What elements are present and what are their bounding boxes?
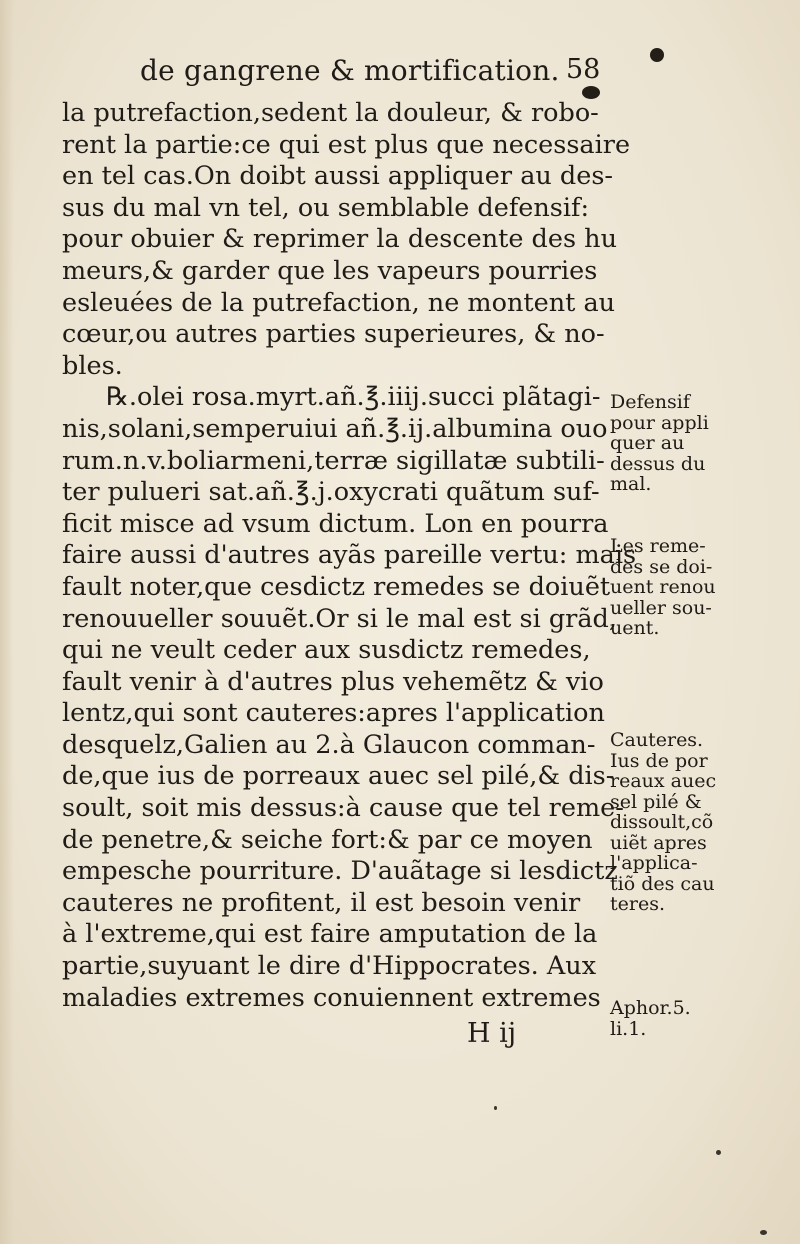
note-line: sel pilé & (610, 790, 702, 813)
text-line: lentz,qui sont cauteres:apres l'application (62, 698, 605, 729)
note-line: uent renou (610, 576, 716, 598)
note-line: uent. (610, 617, 660, 639)
note-line: teres. (610, 893, 665, 915)
note-line: mal. (610, 473, 652, 495)
text-line: ter pulueri sat.añ.℥.j.oxycrati quãtum suf- (62, 477, 600, 508)
text-line: meurs,& garder que les vapeurs pourries (62, 255, 598, 286)
page-edge-shadow (0, 0, 14, 1244)
note-line: dissoult,cõ (610, 811, 714, 833)
note-line: quer au (610, 432, 685, 454)
text-line: qui ne veult ceder aux susdictz remedes, (62, 635, 591, 666)
text-line: fault venir à d'autres plus vehemẽtz & vio (62, 666, 604, 697)
note-line: reaux auec (610, 770, 717, 792)
running-title: de gangrene & mortification. (140, 54, 560, 87)
text-line: la putrefaction,sedent la douleur, & robo- (62, 98, 599, 128)
note-line: Ius de por (610, 749, 708, 772)
text-line: cœur,ou autres parties superieures, & no- (62, 319, 605, 350)
text-line: partie,suyuant le dire d'Hippocrates. Aux (62, 951, 597, 982)
note-line: uiẽt apres (610, 831, 707, 854)
text-line: cauteres ne profitent, il est besoin venir (62, 887, 581, 918)
note-line: ueller sou- (610, 596, 712, 619)
margin-note-aphor (610, 998, 800, 1039)
margin-note-defensif (610, 392, 800, 495)
text-line: faire aussi d'autres ayãs pareille vertu: mais (62, 540, 637, 571)
note-line: dessus du (610, 452, 706, 475)
text-line: de,que ius de porreaux auec sel pilé,& dis- (62, 761, 615, 792)
note-line: Aphor.5. (610, 997, 691, 1019)
text-line: sus du mal vn tel, ou semblable defensif: (62, 192, 590, 223)
text-line: renouueller souuẽt.Or si le mal est si grãd, (62, 603, 617, 634)
text-line: pour obuier & reprimer la descente des hu (62, 224, 618, 255)
note-line: tiõ des cau (610, 872, 715, 895)
text-line: bles. (62, 350, 123, 381)
note-line: l'applica- (610, 852, 698, 874)
ink-blot (650, 48, 664, 62)
ink-speck (760, 1230, 767, 1235)
text-line: maladies extremes conuiennent extremes (62, 982, 601, 1013)
text-line: soult, soit mis dessus:à cause que tel reme- (62, 793, 624, 824)
note-line: pour appli (610, 411, 709, 434)
note-line: Les reme- (610, 535, 706, 557)
text-line: nis,solani,semperuiui añ.℥.ij.albumina ouo (62, 413, 608, 444)
text-line: ficit misce ad vsum dictum. Lon en pourra (62, 508, 609, 539)
note-line: Defensif (610, 391, 690, 413)
text-line: empesche pourriture. D'auãtage si lesdictz (62, 856, 618, 887)
note-line: Cauteres. (610, 729, 704, 751)
text-line: rum.n.v.boliarmeni,terræ sigillatæ subtili- (62, 445, 605, 476)
text-line: de penetre,& seiche fort:& par ce moyen (62, 824, 593, 855)
text-line: fault noter,que cesdictz remedes se doiuẽt (62, 571, 611, 602)
page-header (0, 54, 800, 98)
text-line: rent la partie:ce qui est plus que necessaire (62, 129, 631, 160)
note-line: des se doi- (610, 555, 713, 578)
recipe-first-line: ℞.olei rosa.myrt.añ.℥.iiij.succi plãtagi- (106, 382, 601, 413)
margin-note-remedes (610, 536, 800, 639)
text-line: desquelz,Galien au 2.à Glaucon comman- (62, 729, 596, 760)
note-line: li.1. (610, 1017, 647, 1040)
text-line: en tel cas.On doibt aussi appliquer au des- (62, 161, 614, 192)
ink-speck (494, 1106, 497, 1110)
signature-mark: H ij (467, 1018, 517, 1049)
page-number: 58 (566, 54, 601, 85)
text-line: à l'extreme,qui est faire amputation de la (62, 919, 598, 950)
ink-speck (716, 1150, 721, 1155)
margin-note-cauteres (610, 730, 800, 915)
text-line: esleuées de la putrefaction, ne montent au (62, 287, 616, 318)
